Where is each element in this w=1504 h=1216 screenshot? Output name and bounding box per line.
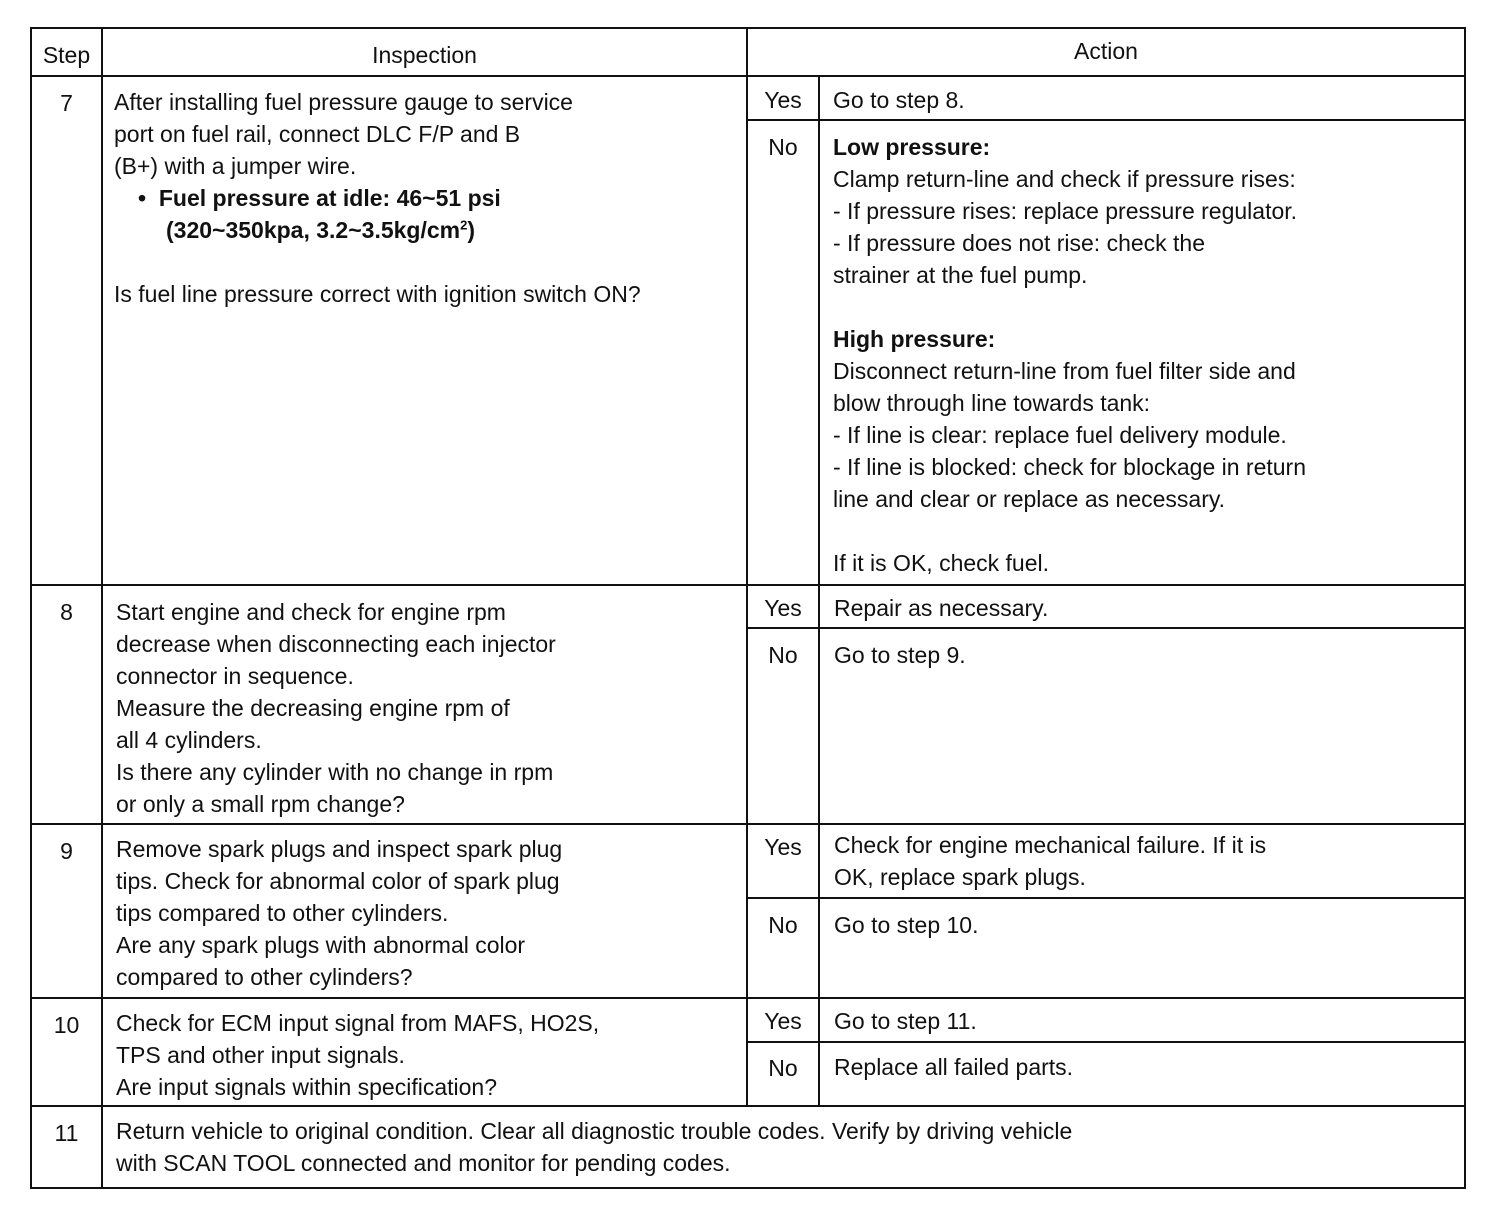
inspection-text (116, 1007, 746, 1103)
yes-action (834, 829, 1454, 893)
text-line: with SCAN TOOL connected and monitor for pending codes. (116, 1150, 731, 1176)
yes-action (834, 592, 1454, 624)
text-line: TPS and other input signals. (116, 1042, 405, 1068)
rule (748, 897, 1466, 899)
text-line: compared to other cylinders? (116, 964, 413, 990)
header-action: Action (1074, 38, 1138, 64)
text-line: Disconnect return-line from fuel filter side and (833, 358, 1296, 384)
text-line: all 4 cylinders. (116, 727, 262, 753)
text-line: Return vehicle to original condition. Clear all diagnostic trouble codes. Verify by driving vehicle (116, 1118, 1073, 1144)
no-action (833, 131, 1458, 579)
rule (30, 823, 1466, 825)
no-action (834, 909, 1454, 941)
rule (748, 627, 1466, 629)
text-line: tips. Check for abnormal color of spark plug (116, 868, 560, 894)
no-action (834, 1051, 1454, 1083)
inspection-text (116, 833, 746, 993)
text-line: Replace all failed parts. (834, 1054, 1074, 1080)
text-line: tips compared to other cylinders. (116, 900, 449, 926)
inspection-text (114, 86, 746, 310)
bullet-icon: • (138, 185, 147, 211)
text-line: Go to step 9. (834, 642, 966, 668)
text-line: decrease when disconnecting each injector (116, 631, 556, 657)
text-line: Is there any cylinder with no change in rpm (116, 759, 554, 785)
text-line: - If line is clear: replace fuel delivery module. (833, 422, 1287, 448)
text-line: Repair as necessary. (834, 595, 1049, 621)
high-pressure-title: High pressure: (833, 326, 996, 352)
text-line: blow through line towards tank: (833, 390, 1151, 416)
no-label: No (768, 642, 798, 668)
question-line: Is fuel line pressure correct with ignition switch ON? (114, 281, 641, 307)
rule (748, 119, 1466, 121)
no-label: No (768, 912, 798, 938)
spacer (833, 291, 1458, 323)
step-number: 8 (60, 599, 73, 625)
text-line: Start engine and check for engine rpm (116, 599, 506, 625)
full-width-text (116, 1115, 1456, 1179)
text-line: Clamp return-line and check if pressure rises: (833, 166, 1296, 192)
text-line: line and clear or replace as necessary. (833, 486, 1226, 512)
text-line: or only a small rpm change? (116, 791, 405, 817)
step-number: 7 (60, 90, 73, 116)
yes-label: Yes (764, 87, 802, 113)
step-number: 11 (54, 1120, 79, 1146)
rule (30, 997, 1466, 999)
rule (746, 27, 748, 1107)
text-line: Remove spark plugs and inspect spark plug (116, 836, 563, 862)
rule (30, 1105, 1466, 1107)
step-number: 9 (60, 838, 73, 864)
no-label: No (768, 134, 798, 160)
yes-action (834, 1005, 1454, 1037)
text-line: - If pressure does not rise: check the (833, 230, 1206, 256)
text-line: - If line is blocked: check for blockage in return (833, 454, 1307, 480)
text-line: Go to step 10. (834, 912, 979, 938)
rule (101, 27, 103, 1189)
rule (748, 1041, 1466, 1043)
spec-line: • Fuel pressure at idle: 46~51 psi (138, 185, 501, 211)
text-line: connector in sequence. (116, 663, 354, 689)
step-number: 10 (53, 1012, 80, 1038)
text-line: Check for engine mechanical failure. If it is (834, 832, 1267, 858)
rule (30, 75, 1466, 77)
text-line: Are any spark plugs with abnormal color (116, 932, 526, 958)
spec-line: (320~350kpa, $3.2\sim 3.5kg/cm^2$) (166, 217, 476, 243)
no-action (834, 639, 1454, 671)
yes-label: Yes (764, 1008, 802, 1034)
text-line: port on fuel rail, connect DLC F/P and B (114, 121, 521, 147)
rule (1464, 27, 1466, 1189)
inspection-text (116, 596, 746, 820)
yes-action: Go to step 8. (833, 87, 965, 113)
no-label: No (768, 1055, 798, 1081)
spacer (114, 246, 746, 278)
text-line: - If pressure rises: replace pressure regulator. (833, 198, 1298, 224)
rule (818, 75, 820, 1107)
text-line: Check for ECM input signal from MAFS, HO2S, (116, 1010, 600, 1036)
header-step: Step (42, 42, 91, 68)
text-line: Are input signals within specification? (116, 1074, 497, 1100)
text-line: (B+) with a jumper wire. (114, 153, 357, 179)
rule (30, 584, 1466, 586)
low-pressure-title: Low pressure: (833, 134, 991, 160)
text-line: If it is OK, check fuel. (833, 550, 1050, 576)
diagnostic-table (30, 27, 1466, 1189)
spacer (833, 515, 1458, 547)
text-line: strainer at the fuel pump. (833, 262, 1088, 288)
header-inspection: Inspection (372, 42, 477, 68)
text-line: Go to step 11. (834, 1008, 977, 1034)
rule (30, 27, 1466, 29)
text-line: OK, replace spark plugs. (834, 864, 1086, 890)
text-line: After installing fuel pressure gauge to service (114, 89, 573, 115)
yes-label: Yes (764, 595, 802, 621)
text-line: Measure the decreasing engine rpm of (116, 695, 510, 721)
rule (30, 1187, 1466, 1189)
yes-label: Yes (764, 834, 802, 860)
